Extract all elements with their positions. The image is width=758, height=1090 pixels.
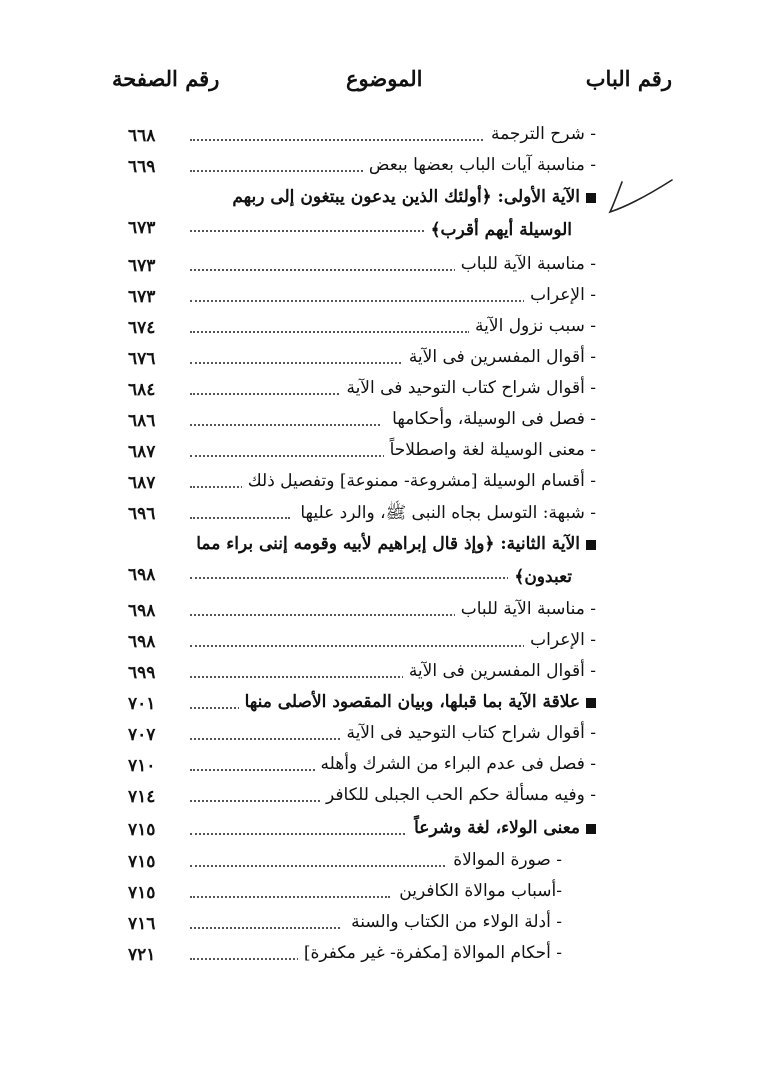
toc-entry-text: -أسباب موالاة الكافرين (393, 881, 562, 901)
toc-page-number: ٦٧٦ (128, 349, 156, 369)
toc-entry (0, 345, 758, 375)
toc-entry (0, 721, 758, 751)
toc-entry-text: - مناسبة آيات الباب بعضها ببعض (363, 155, 596, 175)
toc-entry-text: علاقة الآية بما قبلها، وبيان المقصود الأصلى منها (239, 692, 596, 712)
toc-entry (0, 690, 758, 720)
toc-page-number: ٦٩٨ (128, 601, 156, 621)
toc-page-number: ٦٩٦ (128, 504, 156, 524)
toc-entry (0, 314, 758, 344)
dot-leader (190, 300, 525, 302)
dot-leader (190, 269, 460, 271)
handwritten-pen-mark (598, 170, 678, 220)
toc-page-number: ٦٧٣ (128, 218, 156, 238)
header-chapter-number: رقم الباب (585, 66, 672, 91)
square-bullet-icon (586, 540, 596, 550)
toc-entry-text: الآية الأولى: ﴿أولئك الذين يدعون يبتغون إلى ربهم (226, 186, 596, 207)
toc-page-number: ٧١٤ (128, 787, 156, 807)
toc-entry-text: - مناسبة الآية للباب (455, 254, 596, 274)
toc-page-number: ٦٦٨ (128, 126, 156, 146)
toc-entry-text: - أقوال المفسرين فى الآية (403, 347, 596, 367)
toc-page-number: ٧٢١ (128, 945, 156, 965)
toc-page-number: ٧١٥ (128, 852, 156, 872)
toc-entry-text: - أقوال المفسرين فى الآية (403, 661, 596, 681)
toc-entry (0, 438, 758, 468)
toc-entry (0, 407, 758, 437)
toc-page-number: ٧١٥ (128, 820, 156, 840)
toc-page-number: ٦٧٣ (128, 287, 156, 307)
toc-entry (0, 752, 758, 782)
dot-leader (190, 645, 525, 647)
toc-entry (0, 783, 758, 813)
toc-entry-text: - أقوال شراح كتاب التوحيد فى الآية (340, 378, 596, 398)
dot-leader (190, 139, 495, 141)
dot-leader (190, 230, 440, 232)
toc-entry-text: الآية الثانية: ﴿وإذ قال إبراهيم لأبيه وقومه إننى براء مما (190, 533, 596, 554)
dot-leader (190, 800, 320, 802)
dot-leader (190, 865, 445, 867)
toc-page-number: ٧٠١ (128, 694, 156, 714)
toc-entry (0, 628, 758, 658)
toc-entry-text: - سبب نزول الآية (469, 316, 596, 336)
square-bullet-icon (586, 698, 596, 708)
toc-entry (0, 376, 758, 406)
toc-entry (0, 659, 758, 689)
toc-page-number: ٧١٦ (128, 914, 156, 934)
toc-page-number: ٦٦٩ (128, 157, 156, 177)
toc-entry (0, 597, 758, 627)
toc-entry (0, 910, 758, 940)
toc-entry (0, 469, 758, 499)
dot-leader (190, 517, 290, 519)
toc-entry-text: - مناسبة الآية للباب (455, 599, 596, 619)
toc-page-number: ٦٨٦ (128, 411, 156, 431)
toc-entry (0, 122, 758, 152)
toc-entry-text: معنى الولاء، لغة وشرعاً (408, 818, 596, 838)
toc-entry-text: - الإعراب (524, 285, 596, 305)
toc-entry-text: - أحكام الموالاة [مكفرة- غير مكفرة] (298, 943, 562, 963)
toc-entry-text: - الإعراب (524, 630, 596, 650)
toc-page-number: ٧١٠ (128, 756, 156, 776)
dot-leader (190, 393, 350, 395)
dot-leader (190, 577, 525, 579)
toc-page-number: ٦٩٨ (128, 565, 156, 585)
toc-entry-text: - شرح الترجمة (485, 124, 596, 144)
toc-entry (0, 879, 758, 909)
dot-leader (190, 958, 315, 960)
dot-leader (190, 927, 340, 929)
toc-entry-text: - فصل فى عدم البراء من الشرك وأهله (315, 754, 596, 774)
toc-entry-text: - أقسام الوسيلة [مشروعة- ممنوعة] وتفصيل ذلك (242, 471, 596, 491)
dot-leader (190, 833, 405, 835)
toc-page-number: ٦٨٧ (128, 473, 156, 493)
toc-entry (0, 941, 758, 971)
toc-page-number: ٧١٥ (128, 883, 156, 903)
toc-entry-text: - أدلة الولاء من الكتاب والسنة (345, 912, 562, 932)
toc-entry (0, 500, 758, 530)
toc-page-number: ٦٧٣ (128, 256, 156, 276)
toc-entry-text: - شبهة: التوسل بجاه النبى ﷺ، والرد عليها (294, 502, 596, 527)
toc-entry (0, 533, 758, 593)
dot-leader (190, 455, 385, 457)
toc-entry-text: - أقوال شراح كتاب التوحيد فى الآية (340, 723, 596, 743)
toc-entry (0, 252, 758, 282)
toc-entry-continuation: تعبدون﴾ (508, 566, 572, 587)
toc-page-number: ٦٧٤ (128, 318, 156, 338)
dot-leader (190, 896, 390, 898)
toc-entry (0, 283, 758, 313)
dot-leader (190, 738, 340, 740)
toc-page-number: ٦٩٩ (128, 663, 156, 683)
toc-entry (0, 816, 758, 846)
dot-leader (190, 614, 460, 616)
toc-page-number: ٦٨٤ (128, 380, 156, 400)
dot-leader (190, 331, 470, 333)
dot-leader (190, 424, 380, 426)
square-bullet-icon (586, 824, 596, 834)
header-page-number: رقم الصفحة (112, 66, 220, 91)
toc-entry-text: - صورة الموالاة (447, 850, 562, 870)
toc-page-number: ٦٨٧ (128, 442, 156, 462)
toc-entry (0, 848, 758, 878)
toc-entry-text: - وفيه مسألة حكم الحب الجبلى للكافر (320, 785, 596, 805)
header-topic: الموضوع (346, 66, 423, 91)
toc-entry-continuation: الوسيلة أيهم أقرب﴾ (425, 219, 572, 240)
dot-leader (190, 769, 330, 771)
toc-page-number: ٧٠٧ (128, 725, 156, 745)
toc-page-number: ٦٩٨ (128, 632, 156, 652)
toc-entry-text: - فصل فى الوسيلة، وأحكامها (386, 409, 596, 429)
toc-entry-text: - معنى الوسيلة لغة واصطلاحاً (384, 440, 596, 460)
dot-leader (190, 362, 425, 364)
dot-leader (190, 676, 420, 678)
square-bullet-icon (586, 193, 596, 203)
